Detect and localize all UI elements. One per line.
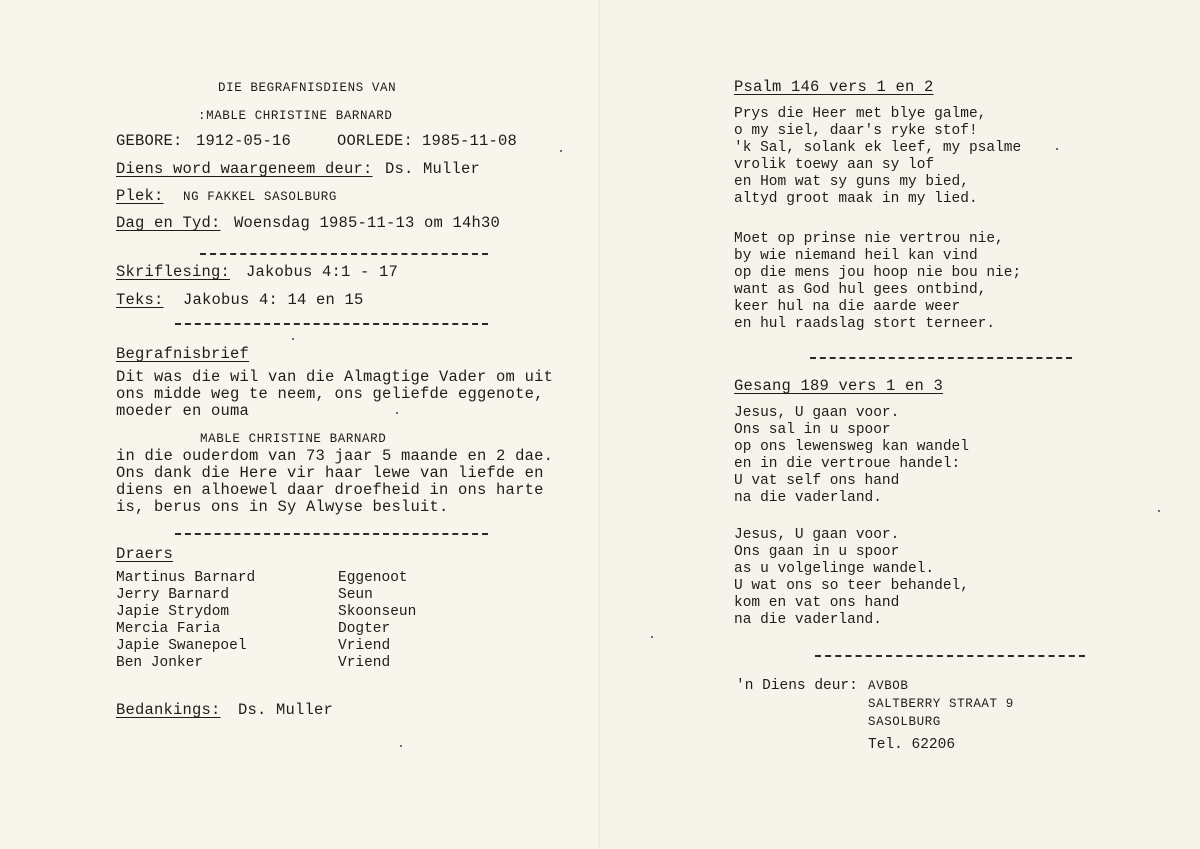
verse-line: want as God hul gees ontbind, <box>734 282 987 298</box>
bearer-relation: Vriend <box>338 638 391 654</box>
officiant-value: Ds. Muller <box>385 160 481 178</box>
letter-line: Ons dank die Here vir haar lewe van liefde en <box>116 464 544 482</box>
divider <box>175 533 488 535</box>
verse-line: altyd groot maak in my lied. <box>734 191 978 207</box>
died-label: OORLEDE: <box>337 132 414 150</box>
hymn-stanza <box>734 527 969 629</box>
paper-speck <box>1056 148 1058 150</box>
bearer-relation: Seun <box>338 587 373 603</box>
service-by-label: 'n Diens deur: <box>736 678 858 694</box>
datetime-label: Dag en Tyd: <box>116 214 221 232</box>
psalm-stanza <box>734 106 1021 208</box>
bearer-row <box>116 587 446 604</box>
deceased-name: :MABLE CHRISTINE BARNARD <box>198 109 393 123</box>
verse-line: by wie niemand heil kan vind <box>734 248 978 264</box>
bearer-name: Mercia Faria <box>116 621 221 637</box>
verse-line: Moet op prinse nie vertrou nie, <box>734 231 1004 247</box>
place-label: Plek: <box>116 187 164 205</box>
verse-line: na die vaderland. <box>734 612 882 628</box>
bearer-relation: Vriend <box>338 655 391 671</box>
letter-line: Dit was die wil van die Almagtige Vader om uit <box>116 368 554 386</box>
letter-heading: Begrafnisbrief <box>116 345 250 363</box>
verse-line: op die mens jou hoop nie bou nie; <box>734 265 1022 281</box>
bearers-list <box>116 570 446 672</box>
bearer-name: Jerry Barnard <box>116 587 230 603</box>
paper-speck <box>560 150 562 152</box>
paper-speck <box>396 412 398 414</box>
thanks-value: Ds. Muller <box>238 701 334 719</box>
bearer-row <box>116 638 446 655</box>
bearer-name: Japie Swanepoel <box>116 638 247 654</box>
psalm-stanza <box>734 231 1021 333</box>
company-tel: Tel. 62206 <box>868 737 956 753</box>
psalm-heading: Psalm 146 vers 1 en 2 <box>734 78 934 96</box>
reading-label: Skriflesing: <box>116 263 231 281</box>
paper-speck <box>292 338 294 340</box>
letter-paragraph <box>116 369 553 420</box>
bearer-row <box>116 655 446 672</box>
verse-line: en in die vertroue handel: <box>734 456 961 472</box>
company-town: SASOLBURG <box>868 715 941 729</box>
verse-line: o my siel, daar's ryke stof! <box>734 123 978 139</box>
verse-line: Ons sal in u spoor <box>734 422 891 438</box>
verse-line: U wat ons so teer behandel, <box>734 578 969 594</box>
service-title: DIE BEGRAFNISDIENS VAN <box>218 81 397 95</box>
verse-line: U vat self ons hand <box>734 473 900 489</box>
reading-value: Jakobus 4:1 - 17 <box>246 263 399 281</box>
text-label: Teks: <box>116 291 164 309</box>
hymn-heading: Gesang 189 vers 1 en 3 <box>734 377 944 395</box>
company-street: SALTBERRY STRAAT 9 <box>868 697 1014 711</box>
divider <box>810 357 1072 359</box>
letter-line: in die ouderdom van 73 jaar 5 maande en 2 dae. <box>116 447 554 465</box>
verse-line: vrolik toewy aan sy lof <box>734 157 935 173</box>
verse-line: keer hul na die aarde weer <box>734 299 961 315</box>
divider <box>175 323 488 325</box>
right-page <box>600 0 1200 849</box>
bearer-row <box>116 621 446 638</box>
text-value: Jakobus 4: 14 en 15 <box>183 291 364 309</box>
verse-line: en hul raadslag stort terneer. <box>734 316 996 332</box>
bearer-row <box>116 604 446 621</box>
bearers-heading: Draers <box>116 545 174 563</box>
verse-line: Prys die Heer met blye galme, <box>734 106 987 122</box>
letter-name: MABLE CHRISTINE BARNARD <box>200 432 387 446</box>
letter-paragraph <box>116 448 553 516</box>
letter-line: is, berus ons in Sy Alwyse besluit. <box>116 498 449 516</box>
paper-speck <box>651 636 653 638</box>
thanks-label: Bedankings: <box>116 701 221 719</box>
paper-speck <box>400 745 402 747</box>
datetime-value: Woensdag 1985-11-13 om 14h30 <box>234 214 501 232</box>
bearer-name: Ben Jonker <box>116 655 204 671</box>
born-date: 1912-05-16 <box>196 132 292 150</box>
company-name: AVBOB <box>868 679 909 693</box>
died-date: 1985-11-08 <box>422 132 518 150</box>
paper-speck <box>1158 510 1160 512</box>
verse-line: Jesus, U gaan voor. <box>734 405 900 421</box>
place-value: NG FAKKEL SASOLBURG <box>183 190 337 204</box>
verse-line: na die vaderland. <box>734 490 882 506</box>
letter-line: diens en alhoewel daar droefheid in ons harte <box>116 481 544 499</box>
born-label: GEBORE: <box>116 132 183 150</box>
verse-line: Ons gaan in u spoor <box>734 544 900 560</box>
verse-line: 'k Sal, solank ek leef, my psalme <box>734 140 1022 156</box>
bearer-row <box>116 570 446 587</box>
bearer-relation: Skoonseun <box>338 604 417 620</box>
letter-line: moeder en ouma <box>116 402 250 420</box>
divider <box>815 655 1085 657</box>
bearer-relation: Eggenoot <box>338 570 408 586</box>
verse-line: op ons lewensweg kan wandel <box>734 439 969 455</box>
verse-line: en Hom wat sy guns my bied, <box>734 174 969 190</box>
verse-line: as u volgelinge wandel. <box>734 561 935 577</box>
letter-line: ons midde weg te neem, ons geliefde eggenote, <box>116 385 544 403</box>
bearer-name: Japie Strydom <box>116 604 230 620</box>
officiant-label: Diens word waargeneem deur: <box>116 160 373 178</box>
bearer-relation: Dogter <box>338 621 391 637</box>
divider <box>200 253 488 255</box>
bearer-name: Martinus Barnard <box>116 570 256 586</box>
hymn-stanza <box>734 405 969 507</box>
verse-line: Jesus, U gaan voor. <box>734 527 900 543</box>
verse-line: kom en vat ons hand <box>734 595 900 611</box>
